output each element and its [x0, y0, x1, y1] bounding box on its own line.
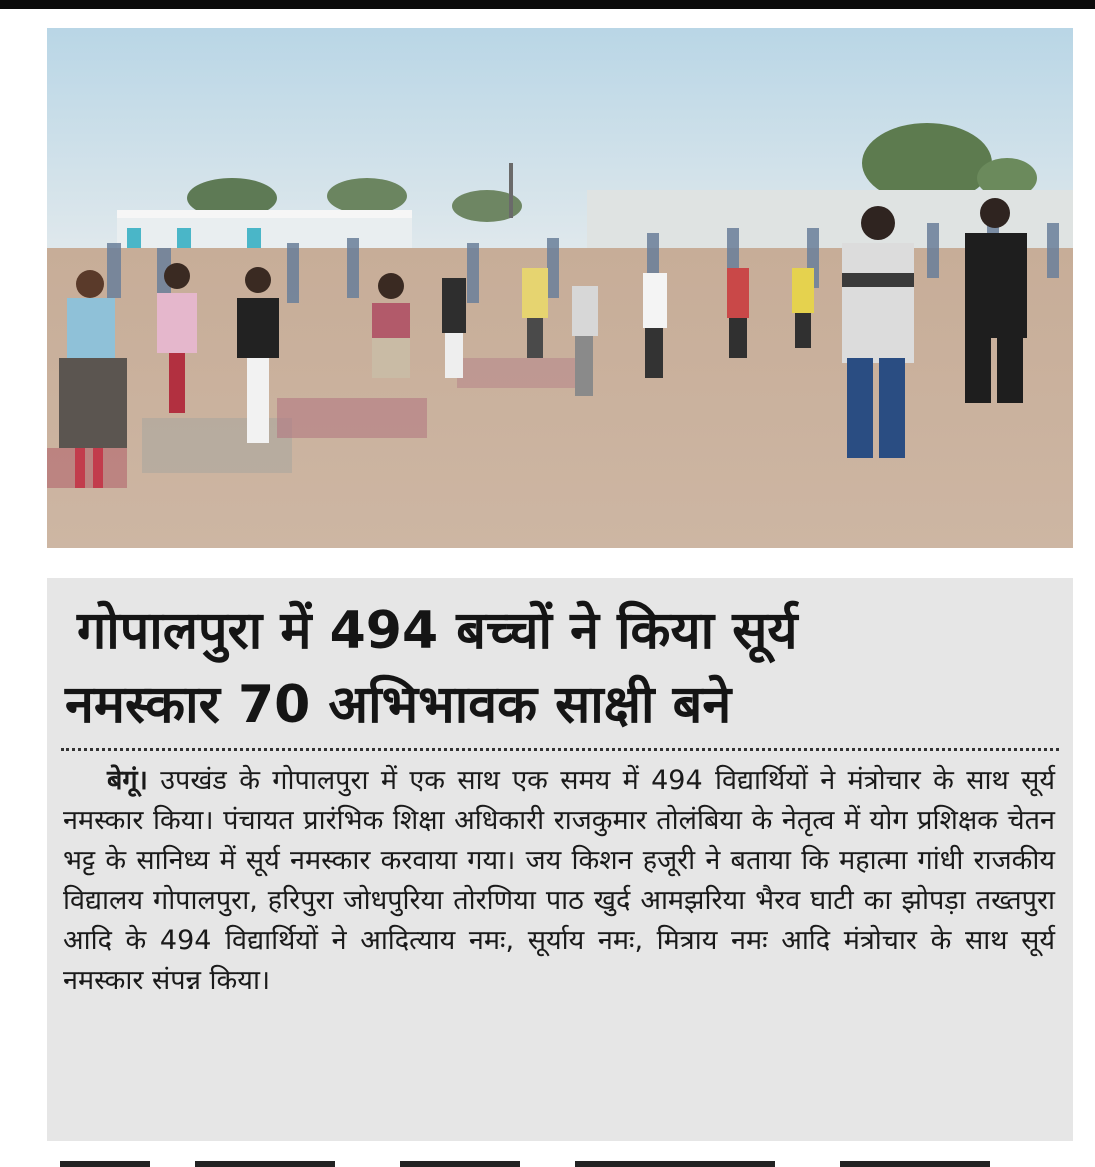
article-body-text: उपखंड के गोपालपुरा में एक साथ एक समय में 494 विद्यार्थियों ने मंत्रोचार के साथ सूर्य नमस्कार किया। पंचायत प्रारंभिक शिक्षा अधिकारी राजकुमार तोलंबिया के नेतृत्व में योग प्रशिक्षक चेतन भट्ट के सानिध्य में सूर्य नमस्कार करवाया गया। जय किशन हजूरी ने बताया कि महात्मा गांधी राजकीय विद्यालय गोपालपुरा, हरिपुरा जोधपुरिया तोरणिया पाठ खुर्द आमझरिया भैरव घाटी का झोपड़ा तख्तपुरा आदि के 494 विद्यार्थियों ने आदित्याय नमः, सूर्याय नमः, मित्राय नमः आदि मंत्रोचार के साथ सूर्य नमस्कार संपन्न किया। — [63, 765, 1055, 996]
news-photo — [47, 28, 1073, 548]
article-body — [47, 751, 1073, 1001]
dateline: बेगूं। — [107, 765, 148, 796]
news-article — [47, 578, 1073, 1141]
headline-line-1: गोपालपुरा में 494 बच्चों ने किया सूर्य — [77, 601, 798, 661]
headline-line-2: नमस्कार 70 अभिभावक साक्षी बने — [65, 675, 732, 735]
top-border — [0, 0, 1095, 9]
cropped-next-line — [60, 1152, 1040, 1167]
article-headline — [47, 578, 1073, 742]
